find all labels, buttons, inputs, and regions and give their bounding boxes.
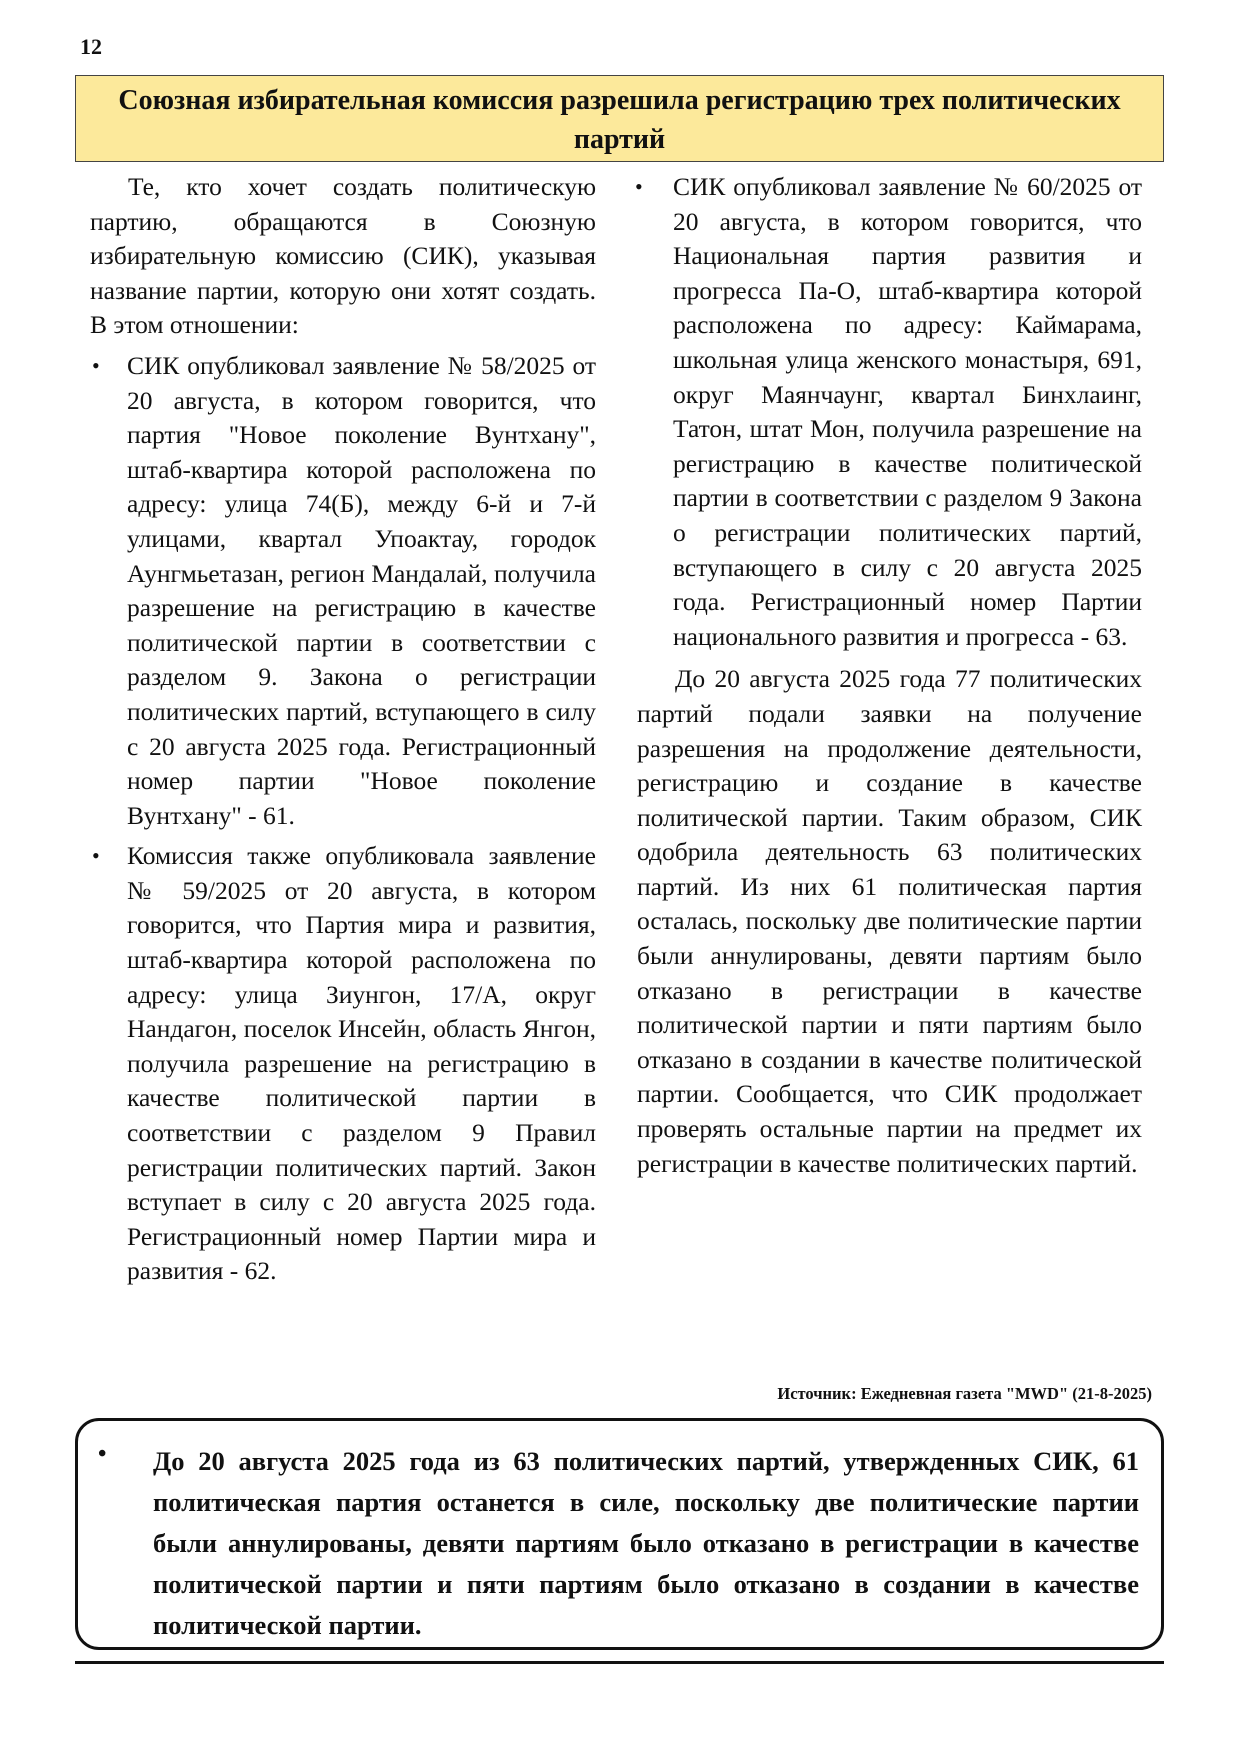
source-citation: Источник: Ежедневная газета "MWD" (21-8-2025) (777, 1384, 1152, 1403)
list-item (90, 839, 596, 1289)
left-column (90, 170, 596, 1289)
bullet-icon: • (635, 174, 643, 199)
bottom-divider (75, 1661, 1164, 1664)
announcement-60: СИК опубликовал заявление № 60/2025 от 20 августа, в котором говорится, что Национальная партия развития и прогресса Па-О, штаб-квартира которой расположена по адресу: Каймарама, школьная улица женского монастыря, 691, округ Маянчаунг, квартал Бинхлаинг, Татон, штат Мон, получила разрешение на регистрацию в качестве политической партии в соответствии с разделом 9 Закона о регистрации политических партий, вступающего в силу с 20 августа 2025 года. Регистрационный номер Партии национального развития и прогресса - 63. (673, 172, 1142, 651)
summary-text: До 20 августа 2025 года из 63 политических партий, утвержденных СИК, 61 политическая партия останется в силе, поскольку две политические партии были аннулированы, девяти партиям было отказано в регистрации в качестве политической партии и пяти партиям было отказано в создании в качестве политической партии. (153, 1446, 1139, 1640)
left-bullet-list (90, 349, 596, 1289)
bullet-icon: • (92, 843, 100, 869)
list-item (637, 170, 1142, 654)
closing-paragraph: До 20 августа 2025 года 77 политических партий подали заявки на получение разрешения на продолжение деятельности, регистрацию и создание в качестве политической партии. Таким образом, СИК одобрила деятельность 63 политических партий. Из них 61 политическая партия осталась, поскольку две политические партии были аннулированы, девяти партиям было отказано в регистрации в качестве политической партии и пяти партиям было отказано в создании в качестве политической партии. Сообщается, что СИК продолжает проверять остальные партии на предмет их регистрации в качестве политических партий. (637, 664, 1142, 1178)
intro-paragraph: Те, кто хочет создать политическую партию, обращаются в Союзную избирательную комиссию (СИК), указывая название партии, которую они хотят создать. В этом отношении: (90, 172, 596, 340)
summary-box (75, 1418, 1164, 1650)
right-bullet-list (637, 170, 1142, 654)
announcement-59: Комиссия также опубликовала заявление № 59/2025 от 20 августа, в котором говорится, что Партия мира и развития, штаб-квартира которой расположена по адресу: улица Зиунгон, 17/А, округ Нандагон, поселок Инсейн, область Янгон, получила разрешение на регистрацию в качестве политической партии в соответствии с разделом 9 Правил регистрации политических партий. Закон вступает в силу с 20 августа 2025 года. Регистрационный номер Партии мира и развития - 62. (127, 841, 596, 1286)
list-item (90, 349, 596, 833)
page-number: 12 (80, 34, 102, 59)
bullet-icon: • (92, 352, 100, 378)
article-title: Союзная избирательная комиссия разрешила регистрацию трех политических партий (75, 75, 1164, 162)
bullet-icon: • (98, 1441, 107, 1467)
right-column (637, 170, 1142, 1181)
announcement-58: СИК опубликовал заявление № 58/2025 от 20 августа, в котором говорится, что партия "Новое поколение Вунтхану", штаб-квартира которой расположена по адресу: улица 74(Б), между 6-й и 7-й улицами, квартал Упоактау, городок Аунгмьетазан, регион Мандалай, получила разрешение на регистрацию в качестве политической партии в соответствии с разделом 9. Закона о регистрации политических партий, вступающего в силу с 20 августа 2025 года. Регистрационный номер партии "Новое поколение Вунтхану" - 61. (127, 350, 596, 830)
